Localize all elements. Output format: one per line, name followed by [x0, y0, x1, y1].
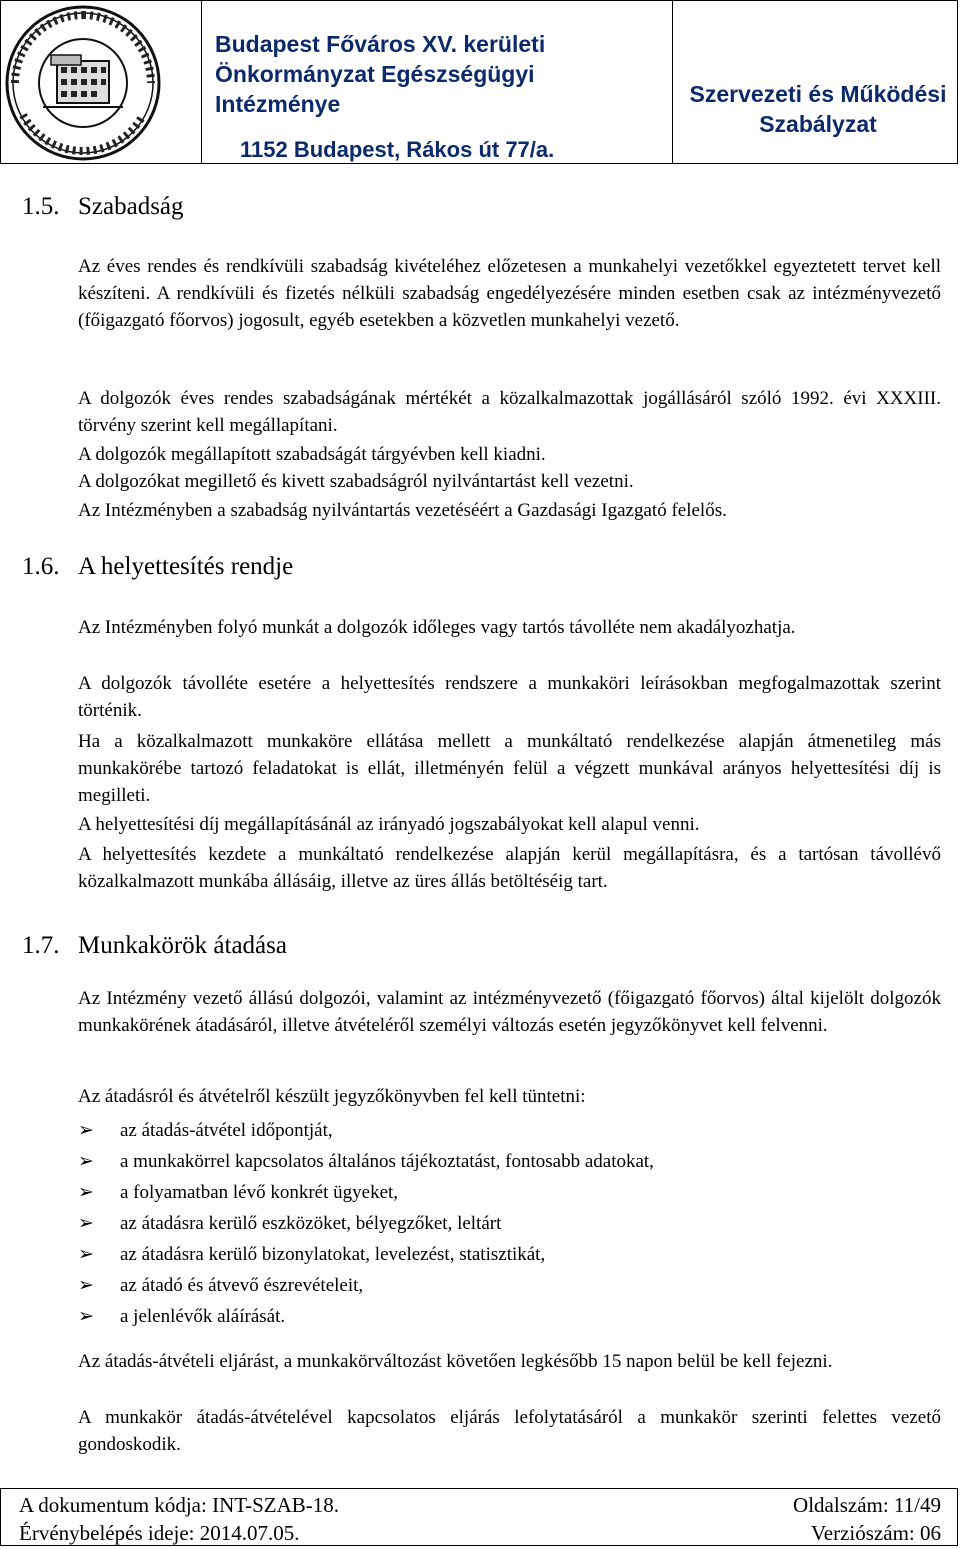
paragraph: A helyettesítés kezdete a munkáltató rendelkezése alapján kerül megállapításra, és a tartósan távollévő közalkalmazott munkába állásáig, illetve az üres állás betöltéséig tart. — [78, 844, 941, 892]
institution-line: Budapest Főváros XV. kerületi — [215, 31, 546, 57]
list-item — [78, 1301, 654, 1332]
section-title: Munkakörök átadása — [78, 932, 287, 959]
institution-line: Intézménye — [215, 91, 341, 117]
section-heading — [22, 553, 293, 581]
arrow-bullet-icon: ➢ — [78, 1151, 94, 1172]
list-item — [78, 1177, 654, 1208]
arrow-bullet-icon: ➢ — [78, 1213, 94, 1234]
list-item-text: az átadásra kerülő eszközöket, bélyegzőket, leltárt — [120, 1212, 502, 1234]
paragraph: Az Intézményben folyó munkát a dolgozók időleges vagy tartós távolléte nem akadályozhatja. — [78, 617, 796, 638]
section-number: 1.5. — [22, 193, 60, 220]
list-item — [78, 1239, 654, 1270]
list-item — [78, 1115, 654, 1146]
paragraph: Az Intézmény vezető állású dolgozói, valamint az intézményvezető (főigazgató főorvos) által kijelölt dolgozók munkakörének átadásáról, illetve átvételéről személyi változás esetén jegyzőkönyvet kell felvenni. — [78, 988, 941, 1036]
paragraph: Ha a közalkalmazott munkaköre ellátása mellett a munkáltató rendelkezése alapján átmenetileg más munkakörébe tartozó feladatokat is ellát, illetményén felül a végzett munkával arányos helyettesítési díj is megilleti. — [78, 731, 941, 806]
list-item — [78, 1146, 654, 1177]
version-number: Verziószám: 06 — [810, 1521, 941, 1545]
document-title-line: Szabályzat — [759, 111, 877, 137]
arrow-bullet-icon: ➢ — [78, 1120, 94, 1141]
institution-address: 1152 Budapest, Rákos út 77/a. — [240, 137, 555, 162]
document-title-line: Szervezeti és Működési — [689, 81, 947, 107]
section-heading — [22, 193, 184, 221]
page-number: Oldalszám: 11/49 — [793, 1493, 941, 1517]
document-title — [678, 79, 958, 139]
list-item-text: az átadás-átvétel időpontját, — [120, 1119, 333, 1141]
paragraph: A dolgozók megállapított szabadságát tárgyévben kell kiadni. — [78, 444, 546, 465]
page-header — [0, 0, 958, 164]
bullet-list — [78, 1115, 654, 1332]
paragraph: A dolgozók éves rendes szabadságának mértékét a közalkalmazottak jogállásáról szóló 1992. évi XXXIII. törvény szerint kell megállapítani. — [78, 388, 941, 436]
section-heading — [22, 932, 287, 960]
institution-line: Önkormányzat Egészségügyi — [215, 61, 535, 87]
list-item-text: a jelenlévők aláírását. — [120, 1305, 286, 1327]
list-item — [78, 1208, 654, 1239]
paragraph: Az éves rendes és rendkívüli szabadság kivételéhez előzetesen a munkahelyi vezetőkkel egyeztetett tervet kell készíteni. A rendkívüli és fizetés nélküli szabadság engedélyezésére minden esetben csak az intézményvezető (főigazgató főorvos) jogosult, egyéb esetekben a közvetlen munkahelyi vezető. — [78, 256, 941, 331]
institution-name — [215, 29, 545, 119]
paragraph: A dolgozókat megillető és kivett szabadságról nyilvántartást kell vezetni. — [78, 471, 634, 492]
institution-seal-icon — [3, 3, 163, 163]
paragraph: A munkakör átadás-átvételével kapcsolatos eljárás lefolytatásáról a munkakör szerinti felettes vezető gondoskodik. — [78, 1407, 941, 1455]
arrow-bullet-icon: ➢ — [78, 1182, 94, 1203]
effective-date: Érvénybelépés ideje: 2014.07.05. — [19, 1521, 300, 1545]
list-item-text: a folyamatban lévő konkrét ügyeket, — [120, 1181, 399, 1203]
list-item-text: az átadásra kerülő bizonylatokat, levelezést, statisztikát, — [120, 1243, 546, 1265]
document-code: A dokumentum kódja: INT-SZAB-18. — [19, 1493, 340, 1517]
institution-cell — [202, 1, 673, 163]
arrow-bullet-icon: ➢ — [78, 1244, 94, 1265]
paragraph: A helyettesítési díj megállapításánál az irányadó jogszabályokat kell alapul venni. — [78, 814, 700, 835]
footer-right — [793, 1491, 941, 1547]
list-item-text: a munkakörrel kapcsolatos általános tájékoztatást, fontosabb adatokat, — [120, 1150, 654, 1172]
footer-left — [19, 1491, 339, 1547]
arrow-bullet-icon: ➢ — [78, 1306, 94, 1327]
section-title: Szabadság — [78, 193, 184, 220]
paragraph: Az átadásról és átvételről készült jegyzőkönyvben fel kell tüntetni: — [78, 1086, 586, 1107]
section-number: 1.7. — [22, 932, 60, 959]
paragraph: Az Intézményben a szabadság nyilvántartás vezetéséért a Gazdasági Igazgató felelős. — [78, 500, 727, 521]
list-item-text: az átadó és átvevő észrevételeit, — [120, 1274, 364, 1296]
paragraph: A dolgozók távolléte esetére a helyettesítés rendszere a munkaköri leírásokban megfogalmazottak szerint történik. — [78, 673, 941, 721]
list-item — [78, 1270, 654, 1301]
section-number: 1.6. — [22, 553, 60, 580]
logo-cell — [1, 1, 202, 163]
page-footer — [0, 1488, 958, 1546]
section-title: A helyettesítés rendje — [78, 553, 294, 580]
paragraph: Az átadás-átvételi eljárást, a munkakörváltozást követően legkésőbb 15 napon belül be kell fejezni. — [78, 1351, 833, 1372]
document-title-cell — [673, 1, 957, 163]
arrow-bullet-icon: ➢ — [78, 1275, 94, 1296]
